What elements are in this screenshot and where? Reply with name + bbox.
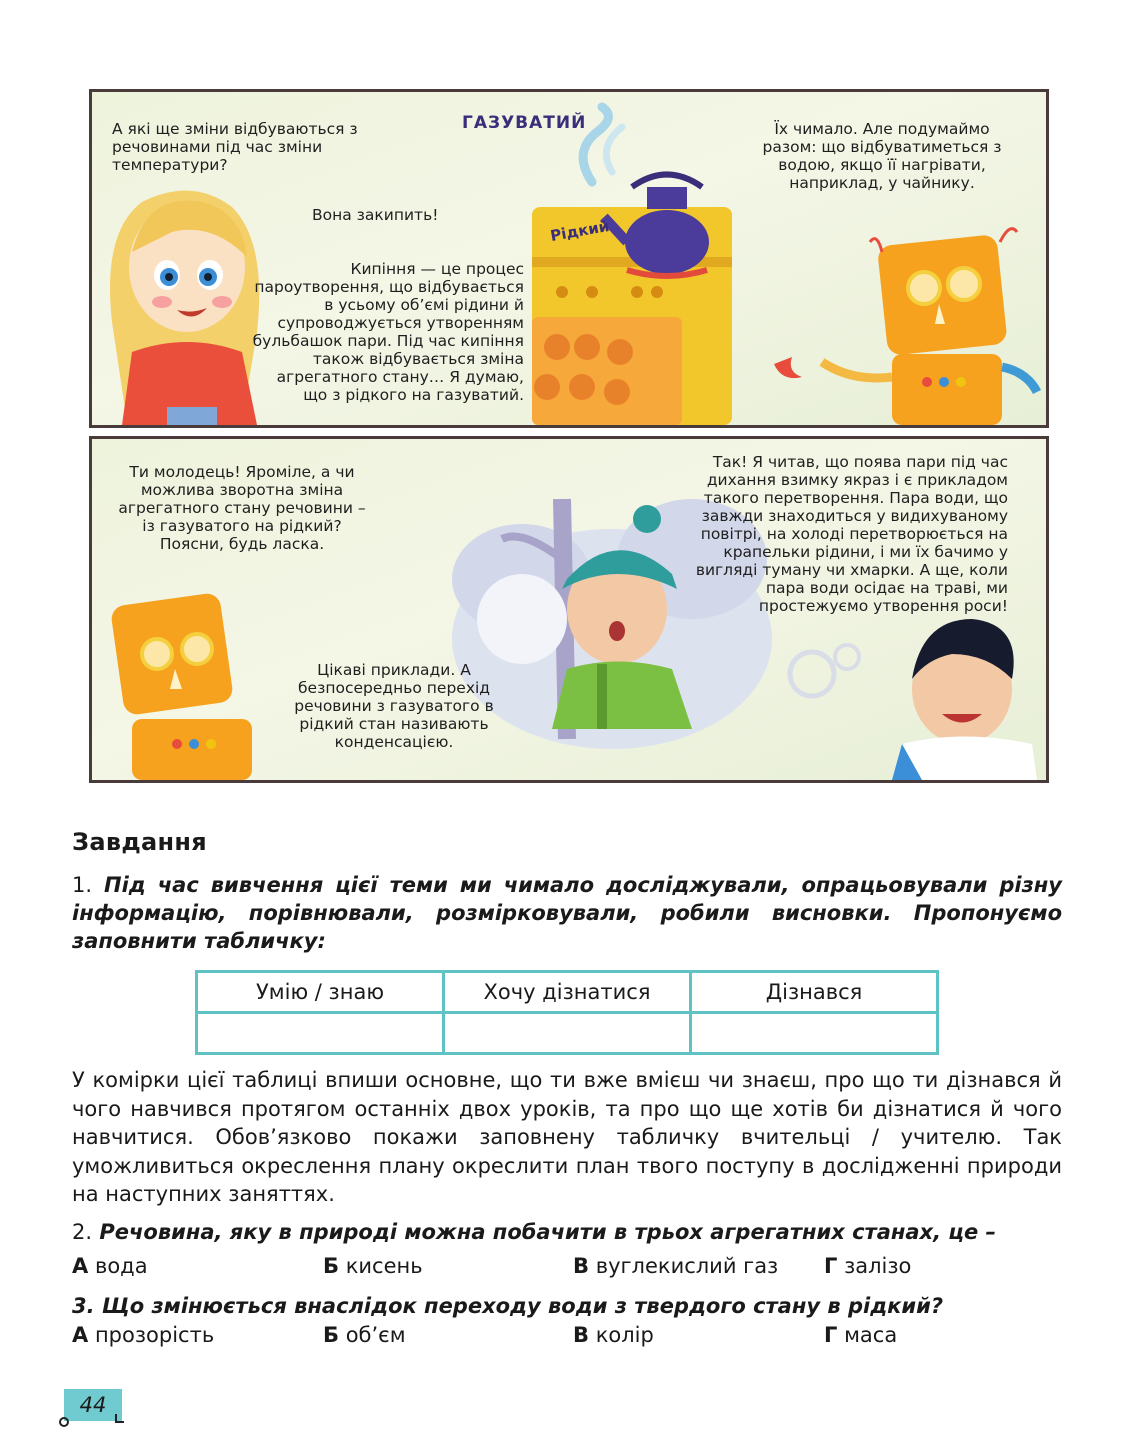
option-letter: Б — [323, 1323, 340, 1347]
kwl-cell-learned[interactable] — [691, 1013, 938, 1054]
option-letter: В — [573, 1323, 590, 1347]
option-letter: А — [72, 1323, 89, 1347]
task-3-option-c[interactable] — [573, 1323, 654, 1347]
kwl-header-learned: Дізнався — [691, 972, 938, 1013]
task-1-number: 1. — [72, 873, 93, 897]
option-letter: А — [72, 1254, 89, 1278]
boy-character — [892, 619, 1037, 780]
speech-bubble-girl-question: А які ще зміни відбуваються з речовинами під час зміни температури? — [112, 120, 358, 174]
task-2-option-c[interactable] — [573, 1254, 778, 1278]
task-2-number: 2. — [72, 1220, 93, 1244]
task-3-option-d[interactable] — [824, 1323, 897, 1347]
option-text: об’єм — [345, 1323, 406, 1347]
option-text: прозорість — [94, 1323, 215, 1347]
task-2-text: Речовина, яку в природі можна побачити в трьох агрегатних станах, це – — [99, 1220, 997, 1244]
task-3-option-b[interactable] — [323, 1323, 406, 1347]
page-corner-decoration — [58, 1414, 128, 1434]
girl-character — [110, 191, 259, 425]
option-letter: Г — [824, 1323, 838, 1347]
kwl-cell-know[interactable] — [197, 1013, 444, 1054]
kwl-header-want: Хочу дізнатися — [444, 972, 691, 1013]
kwl-cell-want[interactable] — [444, 1013, 691, 1054]
task-2-option-d[interactable] — [824, 1254, 911, 1278]
option-text: колір — [595, 1323, 654, 1347]
task-1-prompt — [72, 871, 1062, 955]
option-text: вуглекислий газ — [595, 1254, 779, 1278]
task-2-prompt — [72, 1220, 996, 1244]
option-letter: Г — [824, 1254, 838, 1278]
kwl-header-know: Умію / знаю — [197, 972, 444, 1013]
option-letter: Б — [323, 1254, 340, 1278]
speech-bubble-boy-answer: Так! Я читав, що поява пари під час дихання взимку якраз і є прикладом такого перетворення. Пара води, що завжди знаходиться у видихуваному повітрі, на холоді перетворюється на крапельки рідини, і ми їх бачимо у вигляді туману чи хмарки. А ще, коли пара води осідає на траві, ми простежуємо утворення роси! — [695, 453, 1008, 615]
task-3-prompt: 3. Що змінюється внаслідок переходу води з твердого стану в рідкий? — [72, 1294, 944, 1318]
option-text: маса — [844, 1323, 898, 1347]
page-number: 44 — [64, 1389, 122, 1421]
task-2-option-a[interactable] — [72, 1254, 148, 1278]
comic-panel-2 — [89, 436, 1049, 783]
kwl-header-row — [197, 972, 938, 1013]
option-text: залізо — [844, 1254, 912, 1278]
task-1-text: Під час вивчення цієї теми ми чимало досліджували, опрацьовували різну інформацію, порівнювали, розмірковували, робили висновки. Пропонуємо заповнити табличку: — [72, 873, 1063, 953]
option-letter: В — [573, 1254, 590, 1278]
speech-bubble-robot-answer: Їх чимало. Але подумаймо разом: що відбуватиметься з водою, якщо її нагрівати, наприклад, у чайнику. — [762, 120, 1002, 192]
task-2-option-b[interactable] — [323, 1254, 423, 1278]
speech-bubble-girl-explain: Кипіння — це процес пароутворення, що відбувається в усьому об’ємі рідини й супроводжується утворенням бульбашок пари. Під час кипіння також відбувається зміна агрегатного стану… Я думаю, що з рідкого на газуватий. — [252, 260, 524, 404]
option-text: вода — [94, 1254, 148, 1278]
speech-bubble-girl-reply: Вона закипить! — [312, 206, 439, 224]
comic-panel-1 — [89, 89, 1049, 428]
section-title: Завдання — [72, 828, 207, 856]
kwl-empty-row — [197, 1013, 938, 1054]
robot-character — [774, 229, 1037, 425]
label-liquid: Рідкий — [548, 216, 611, 246]
label-gaseous: ГАЗУВАТИЙ — [462, 113, 587, 133]
kwl-table — [195, 970, 939, 1055]
speech-bubble-robot-reply: Цікаві приклади. А безпосередньо перехід речовини з газуватого в рідкий стан називають конденсацією. — [294, 661, 494, 751]
task-3-option-a[interactable] — [72, 1323, 214, 1347]
option-text: кисень — [345, 1254, 423, 1278]
speech-bubble-girl-question-2: Ти молодець! Яроміле, а чи можлива зворотна зміна агрегатного стану речовини – із газуватого на рідкий? Поясни, будь ласка. — [118, 463, 366, 553]
task-1-instructions: У комірки цієї таблиці впиши основне, що ти вже вмієш чи знаєш, про що ти дізнався й чого навчився протягом останніх двох уроків, та про що ще хотів би дізнатися й чого навчитися. Обов’язково покажи заповнену табличку вчительці / учителю. Так уможливиться окреслення плану окреслити план твого поступу в дослідженні природи на наступних заняттях. — [72, 1068, 1062, 1206]
robot-character-2 — [110, 592, 252, 780]
